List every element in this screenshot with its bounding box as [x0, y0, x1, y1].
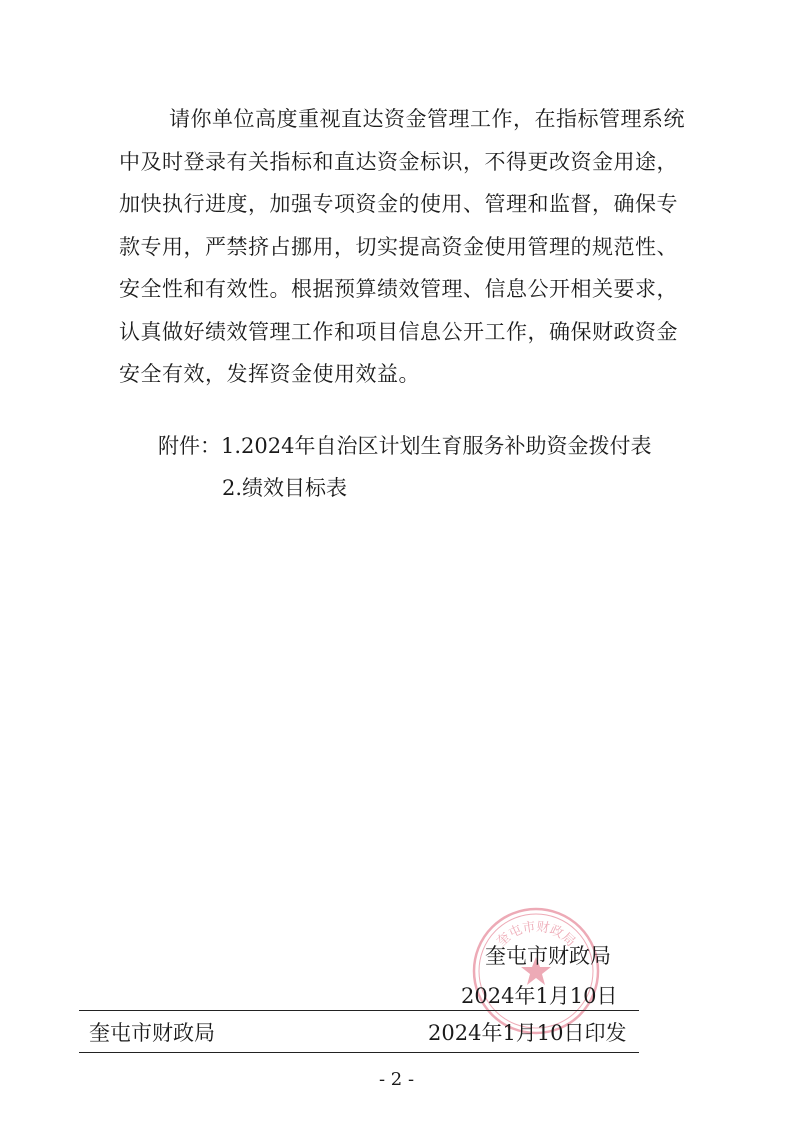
page-number: - 2 -: [378, 1069, 415, 1090]
body-paragraph: [119, 98, 685, 396]
footer-top-rule: [79, 1010, 639, 1011]
paragraph-line: 中及时登录有关指标和直达资金标识，不得更改资金用途，: [119, 149, 678, 174]
paragraph-line: 请你单位高度重视直达资金管理工作，在指标管理系统: [169, 107, 685, 131]
attachment-label: 附件：: [158, 434, 221, 458]
paragraph-line: 安全有效，发挥资金使用效益。: [119, 362, 420, 386]
footer-bottom-rule: [79, 1052, 639, 1053]
attachment-item-1: 1.2024年自治区计划生育服务补助资金拨付表: [221, 434, 652, 458]
paragraph-line: 认真做好绩效管理工作和项目信息公开工作，确保财政资金: [119, 319, 678, 344]
seal-text: 奎屯市财政局: [494, 919, 578, 950]
attachment-line-2: [222, 468, 347, 508]
signature-org: 奎屯市财政局: [485, 944, 611, 968]
footer-issuer: 奎屯市财政局: [89, 1021, 215, 1045]
footer-print-date: 2024年1月10日印发: [428, 1021, 627, 1045]
signature-date: 2024年1月10日: [461, 984, 618, 1008]
paragraph-line: 款专用，严禁挤占挪用，切实提高资金使用管理的规范性、: [119, 234, 678, 259]
attachment-item-2: 2.绩效目标表: [222, 476, 348, 500]
paragraph-line: 加快执行进度，加强专项资金的使用、管理和监督，确保专: [119, 192, 678, 216]
paragraph-line: 安全性和有效性。根据预算绩效管理、信息公开相关要求，: [119, 277, 678, 301]
attachment-line-1: [158, 426, 651, 466]
